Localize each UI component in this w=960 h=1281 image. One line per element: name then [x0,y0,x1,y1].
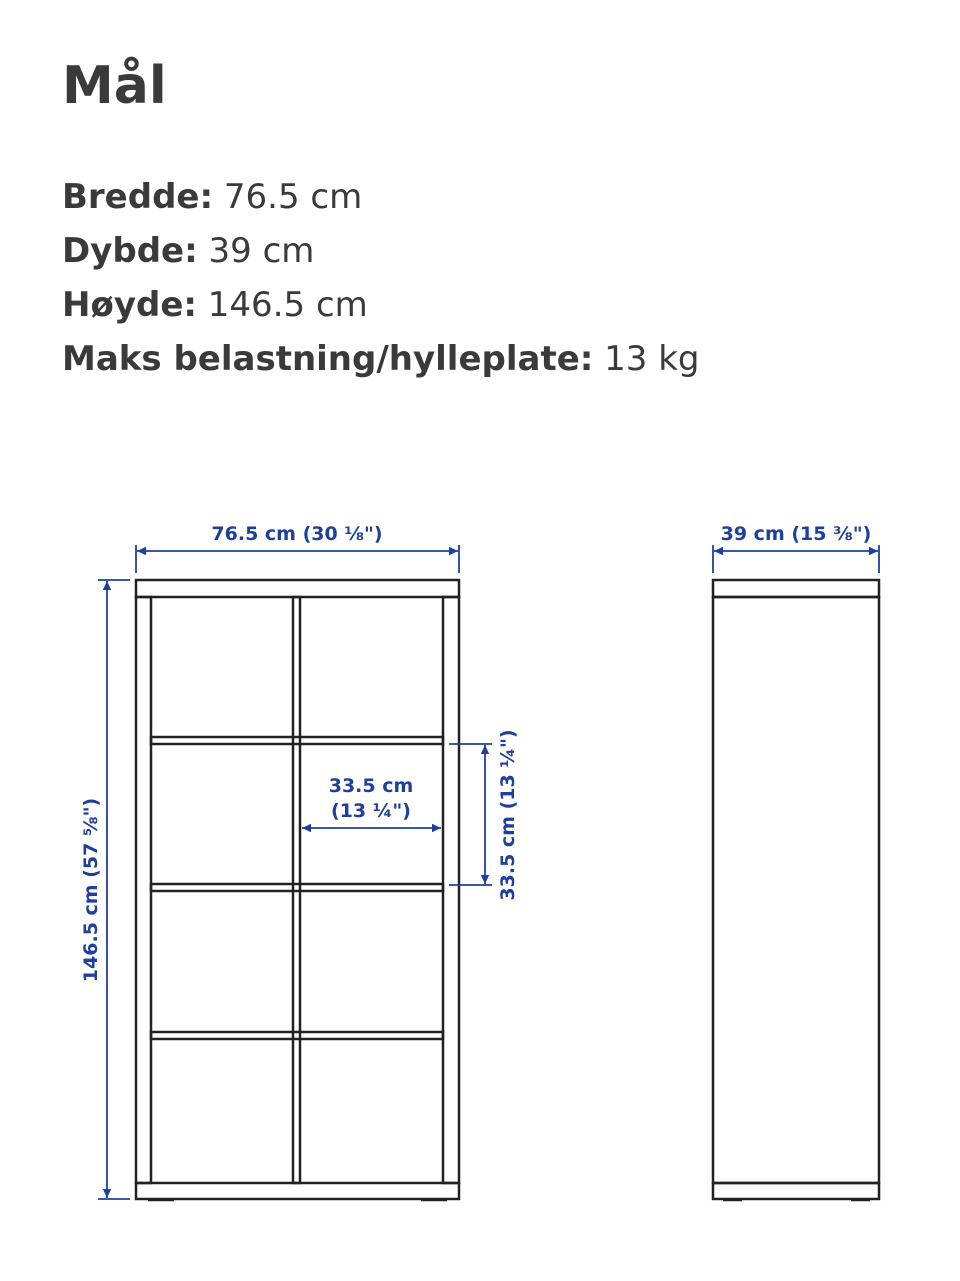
front-left-side [136,597,151,1183]
depth-dimension-label: 39 cm (15 ⅜") [720,523,872,545]
cell-width-label-line2: (13 ¼") [331,800,411,822]
spec-max-load-value: 13 kg [604,339,700,379]
spec-width-label: Bredde: [62,177,214,217]
front-view [136,580,459,1200]
side-bottom-panel [713,1183,879,1199]
side-view [713,580,879,1200]
front-right-side [443,597,459,1183]
width-dimension-label: 76.5 cm (30 ⅛") [211,523,383,545]
height-dimension-label: 146.5 cm (57 ⅝") [80,797,102,983]
spec-depth-label: Dybde: [62,231,198,271]
spec-depth-value: 39 cm [208,231,315,271]
front-bottom-panel [136,1183,459,1199]
front-shelf-3 [151,1032,443,1039]
spec-height-label: Høyde: [62,285,197,325]
side-top-panel [713,580,879,597]
front-top-panel [136,580,459,597]
front-shelf-2 [151,884,443,891]
page-title: Mål [62,56,167,116]
spec-height-value: 146.5 cm [207,285,368,325]
cell-width-label-line1: 33.5 cm [328,775,414,797]
dimension-lines [98,545,879,1199]
front-shelf-1 [151,737,443,744]
spec-width-value: 76.5 cm [223,177,363,217]
spec-max-load-label: Maks belastning/hylleplate: [62,339,594,379]
side-body [713,597,879,1183]
cell-height-dimension-label: 33.5 cm (13 ¼") [497,729,519,901]
